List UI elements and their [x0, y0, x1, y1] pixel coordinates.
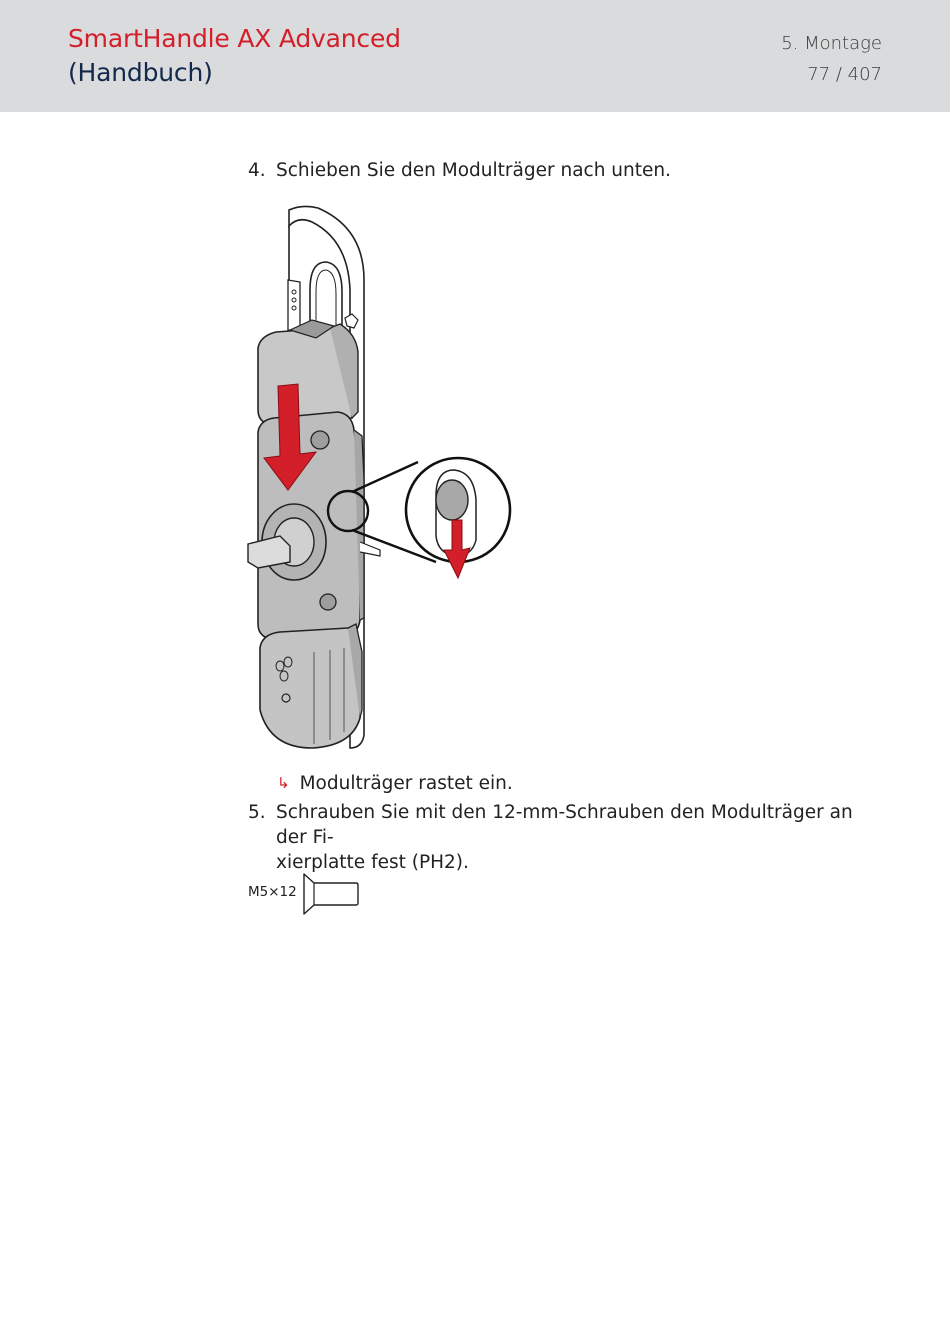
section-info — [781, 28, 882, 90]
screw-label: M5×12 — [248, 884, 297, 900]
document-title-line1: SmartHandle AX Advanced — [68, 24, 401, 53]
result-arrow-icon: ↳ — [277, 774, 290, 792]
page-number: 77 / 407 — [807, 64, 882, 85]
countersunk-screw-icon — [300, 871, 362, 917]
document-title — [68, 22, 401, 90]
step-number: 5. — [248, 802, 266, 823]
section-name: 5. Montage — [781, 33, 882, 54]
module-carrier-illustration — [240, 200, 530, 755]
page-header — [0, 0, 950, 112]
result-line — [277, 771, 513, 797]
result-text: Modulträger rastet ein. — [299, 773, 513, 794]
document-title-line2: (Handbuch) — [68, 58, 213, 87]
step-text: Schrauben Sie mit den 12-mm-Schrauben den Modulträger an der Fi- xierplatte fest (PH2). — [276, 802, 853, 873]
step-text: Schieben Sie den Modulträger nach unten. — [276, 160, 671, 181]
step-number: 4. — [248, 160, 266, 181]
